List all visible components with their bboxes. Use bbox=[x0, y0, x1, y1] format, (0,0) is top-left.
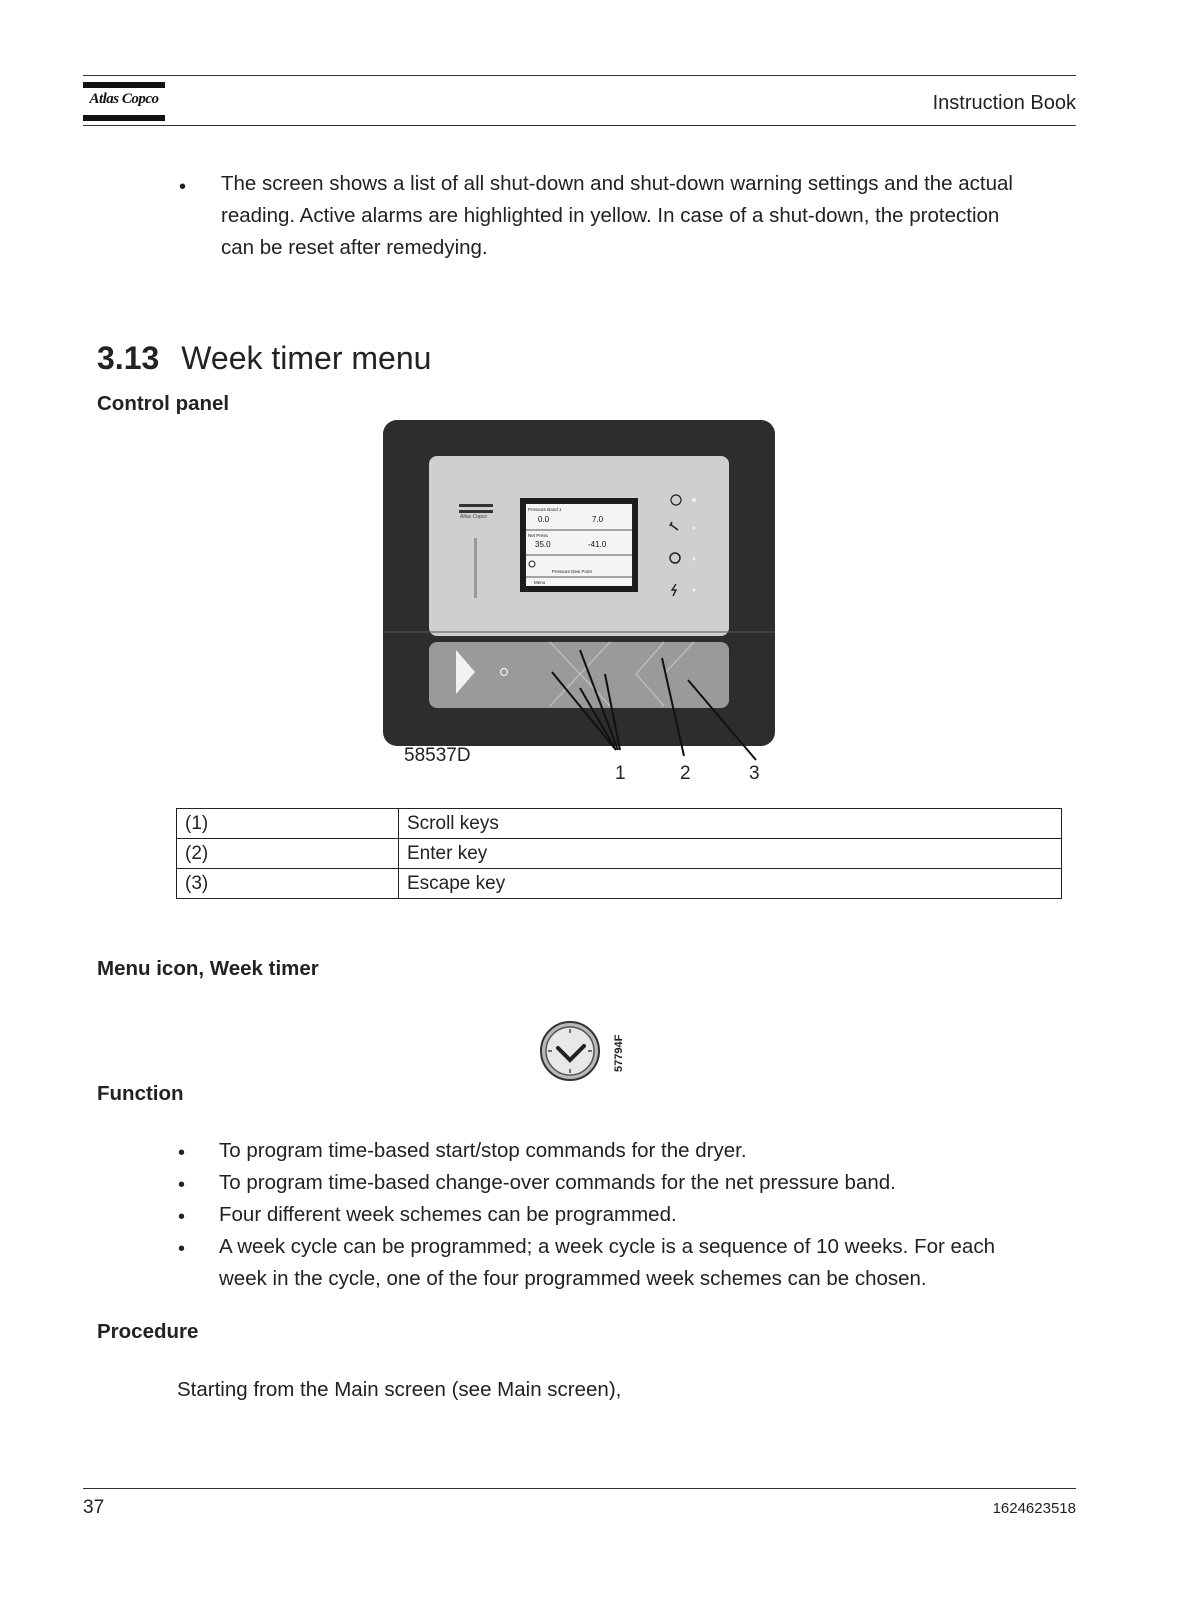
callout-1: 1 bbox=[615, 763, 626, 784]
header-bottom-rule bbox=[83, 125, 1076, 126]
procedure-text: Starting from the Main screen (see Main screen), bbox=[177, 1378, 622, 1401]
control-panel-figure bbox=[380, 418, 800, 788]
page-number: 37 bbox=[83, 1497, 105, 1518]
panel-brand: Atlas Copco bbox=[460, 514, 487, 520]
legend-table bbox=[176, 808, 1062, 899]
function-list bbox=[219, 1135, 995, 1295]
bullet-icon: • bbox=[179, 176, 187, 198]
bullet-icon: • bbox=[178, 1238, 186, 1260]
section-number: 3.13 bbox=[97, 340, 160, 376]
screen-status: Pressure Dew Point bbox=[552, 569, 592, 574]
screen-mid-label: Net Press bbox=[528, 533, 548, 538]
list-item: To program time-based start/stop commands for the dryer. bbox=[219, 1139, 747, 1162]
legend-label: Escape key bbox=[399, 869, 1062, 899]
screen-value-4: -41.0 bbox=[588, 540, 607, 549]
table-row bbox=[177, 839, 1062, 869]
bullet-icon: • bbox=[178, 1206, 186, 1228]
callout-3: 3 bbox=[749, 763, 760, 784]
procedure-heading: Procedure bbox=[97, 1320, 199, 1343]
panel-figure-code: 58537D bbox=[404, 745, 471, 766]
bullet-icon: • bbox=[178, 1174, 186, 1196]
list-item: To program time-based change-over commands for the net pressure band. bbox=[219, 1171, 896, 1194]
section-title: Week timer menu bbox=[181, 340, 432, 376]
clock-icon bbox=[538, 1018, 638, 1084]
screen-value-3: 35.0 bbox=[535, 540, 551, 549]
screen-value-2: 7.0 bbox=[592, 515, 604, 524]
intro-line: The screen shows a list of all shut-down and shut-down warning settings and the actual bbox=[221, 172, 1013, 195]
list-item: A week cycle can be programmed; a week cycle is a sequence of 10 weeks. For each bbox=[219, 1235, 995, 1258]
atlas-copco-logo: Atlas Copco bbox=[83, 82, 165, 122]
intro-paragraph bbox=[221, 168, 1013, 264]
intro-line: reading. Active alarms are highlighted in yellow. In case of a shut-down, the protection bbox=[221, 204, 1000, 227]
control-panel-heading: Control panel bbox=[97, 392, 230, 415]
header-title: Instruction Book bbox=[932, 92, 1076, 114]
section-heading bbox=[97, 340, 431, 377]
table-row bbox=[177, 869, 1062, 899]
list-item: Four different week schemes can be programmed. bbox=[219, 1203, 677, 1226]
legend-number: (3) bbox=[177, 869, 399, 899]
legend-number: (1) bbox=[177, 809, 399, 839]
intro-line: can be reset after remedying. bbox=[221, 236, 488, 259]
legend-number: (2) bbox=[177, 839, 399, 869]
function-heading: Function bbox=[97, 1082, 184, 1105]
legend-label: Enter key bbox=[399, 839, 1062, 869]
menu-icon-heading: Menu icon, Week timer bbox=[97, 957, 319, 980]
table-row bbox=[177, 809, 1062, 839]
header-top-rule bbox=[83, 75, 1076, 76]
clock-figure-code: 57794F bbox=[613, 1034, 625, 1072]
document-number: 1624623518 bbox=[992, 1500, 1076, 1517]
list-item-continuation: week in the cycle, one of the four programmed week schemes can be chosen. bbox=[219, 1267, 927, 1290]
screen-value-1: 0.0 bbox=[538, 515, 550, 524]
footer-rule bbox=[83, 1488, 1076, 1489]
screen-top-label: Pressure Band 1 bbox=[528, 507, 562, 512]
screen-menu-label: Menu bbox=[534, 580, 546, 585]
legend-label: Scroll keys bbox=[399, 809, 1062, 839]
callout-2: 2 bbox=[680, 763, 691, 784]
bullet-icon: • bbox=[178, 1142, 186, 1164]
